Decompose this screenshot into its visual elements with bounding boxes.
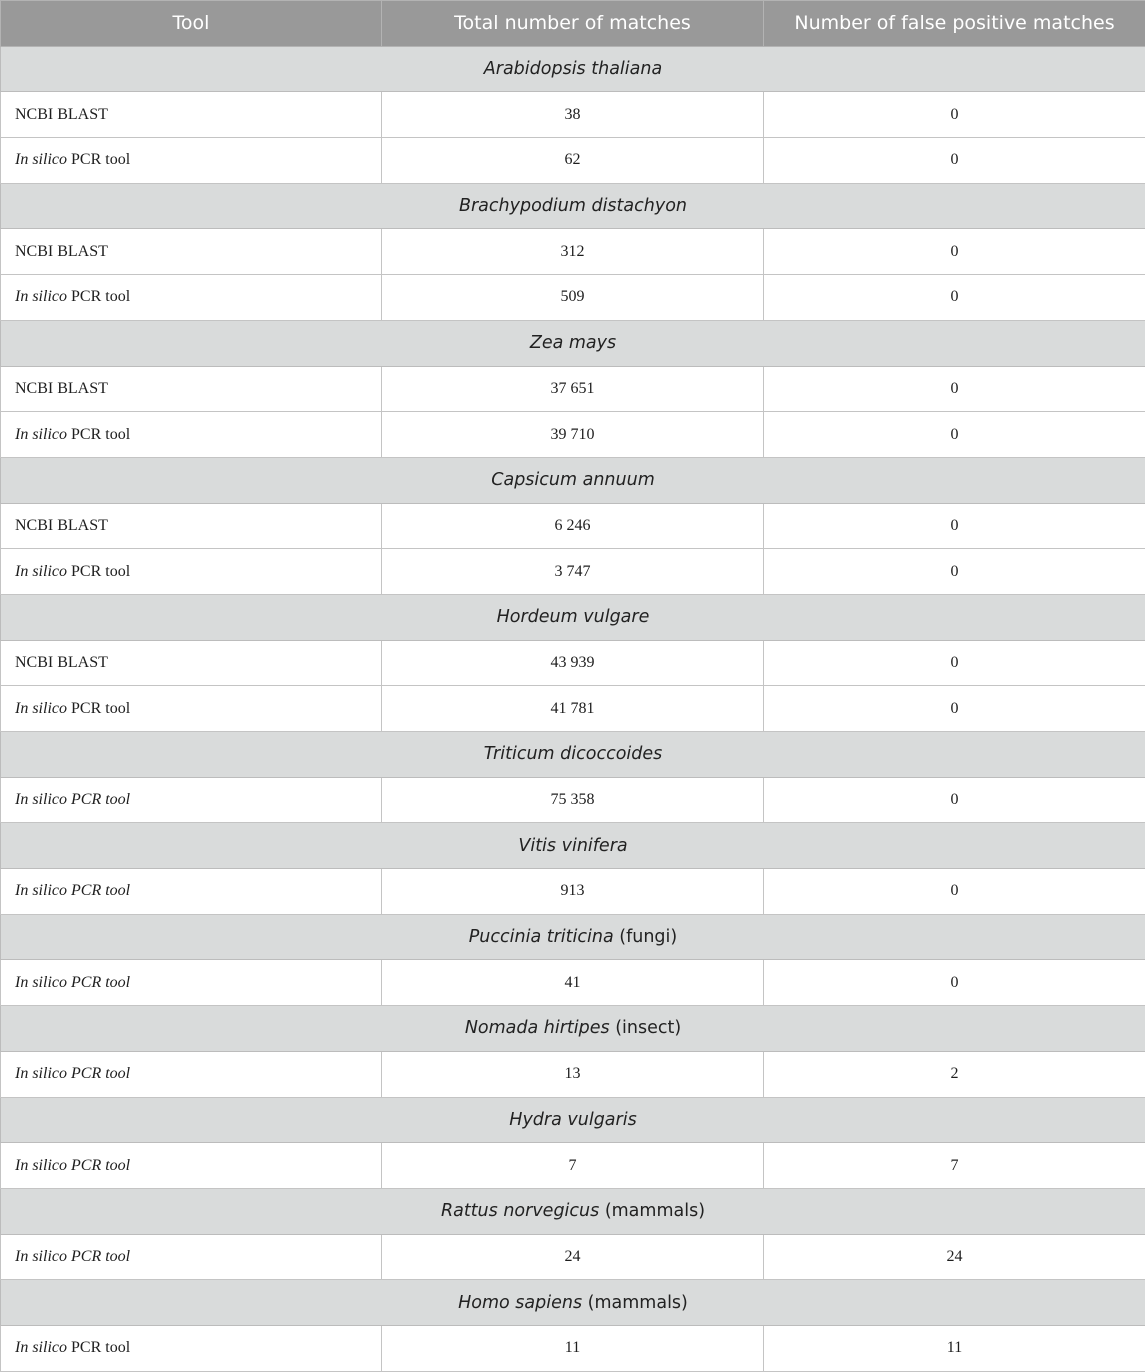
table-row — [1, 1325, 1145, 1371]
total-matches-cell: 37 651 — [382, 366, 764, 412]
species-name: Nomada hirtipes — [464, 1018, 610, 1039]
header-total-matches: Total number of matches — [382, 1, 764, 47]
false-positive-cell: 0 — [764, 503, 1145, 549]
species-cell — [1, 183, 1145, 229]
tool-name-italic: In silico PCR tool — [15, 1156, 131, 1174]
tool-cell — [1, 503, 382, 549]
tool-cell — [1, 366, 382, 412]
species-name: Puccinia triticina — [468, 927, 614, 948]
total-matches-cell: 913 — [382, 869, 764, 915]
table-row — [1, 686, 1145, 732]
species-cell — [1, 1006, 1145, 1052]
species-name: Capsicum annuum — [491, 470, 655, 491]
total-matches-cell: 41 — [382, 960, 764, 1006]
species-group-row — [1, 46, 1145, 92]
species-name: Zea mays — [529, 333, 617, 354]
table-row — [1, 138, 1145, 184]
total-matches-cell: 312 — [382, 229, 764, 275]
species-group-row — [1, 914, 1145, 960]
tool-name-italic: In silico — [15, 425, 67, 443]
table-row — [1, 1143, 1145, 1189]
species-group-row — [1, 320, 1145, 366]
table-row — [1, 503, 1145, 549]
false-positive-cell: 0 — [764, 275, 1145, 321]
total-matches-cell: 24 — [382, 1234, 764, 1280]
false-positive-cell: 0 — [764, 640, 1145, 686]
species-group-row — [1, 823, 1145, 869]
false-positive-cell: 7 — [764, 1143, 1145, 1189]
false-positive-cell: 0 — [764, 412, 1145, 458]
tool-cell — [1, 1051, 382, 1097]
tool-cell — [1, 640, 382, 686]
tool-name-italic: In silico — [15, 288, 67, 306]
table-row — [1, 92, 1145, 138]
header-row — [1, 1, 1145, 47]
tool-name: PCR tool — [67, 151, 131, 169]
false-positive-cell: 0 — [764, 869, 1145, 915]
species-cell — [1, 46, 1145, 92]
false-positive-cell: 0 — [764, 366, 1145, 412]
tool-cell — [1, 412, 382, 458]
total-matches-cell: 75 358 — [382, 777, 764, 823]
false-positive-cell: 0 — [764, 686, 1145, 732]
tool-cell — [1, 1143, 382, 1189]
species-cell — [1, 1280, 1145, 1326]
species-cell — [1, 1097, 1145, 1143]
total-matches-cell: 38 — [382, 92, 764, 138]
tool-cell — [1, 869, 382, 915]
tool-cell — [1, 229, 382, 275]
table-row — [1, 640, 1145, 686]
species-name: Arabidopsis thaliana — [483, 59, 663, 80]
species-cell — [1, 594, 1145, 640]
tool-name: PCR tool — [67, 1339, 131, 1357]
tool-cell — [1, 1325, 382, 1371]
species-name: Homo sapiens — [458, 1292, 583, 1313]
table-row — [1, 275, 1145, 321]
false-positive-cell: 24 — [764, 1234, 1145, 1280]
header-tool: Tool — [1, 1, 382, 47]
tool-name-italic: In silico PCR tool — [15, 1247, 131, 1265]
false-positive-cell: 11 — [764, 1325, 1145, 1371]
false-positive-cell: 2 — [764, 1051, 1145, 1097]
false-positive-cell: 0 — [764, 92, 1145, 138]
tool-name: NCBI BLAST — [15, 242, 108, 260]
tool-name: NCBI BLAST — [15, 653, 108, 671]
species-category: (fungi) — [613, 927, 678, 948]
tool-name: PCR tool — [67, 425, 131, 443]
total-matches-cell: 39 710 — [382, 412, 764, 458]
species-name: Triticum dicoccoides — [483, 744, 663, 765]
table-row — [1, 412, 1145, 458]
false-positive-cell: 0 — [764, 549, 1145, 595]
species-group-row — [1, 1006, 1145, 1052]
tool-cell — [1, 960, 382, 1006]
table-row — [1, 229, 1145, 275]
total-matches-cell: 62 — [382, 138, 764, 184]
tool-name: NCBI BLAST — [15, 516, 108, 534]
species-name: Vitis vinifera — [518, 835, 628, 856]
tool-cell — [1, 1234, 382, 1280]
total-matches-cell: 509 — [382, 275, 764, 321]
tool-cell — [1, 777, 382, 823]
total-matches-cell: 43 939 — [382, 640, 764, 686]
tool-name-italic: In silico — [15, 151, 67, 169]
false-positive-cell: 0 — [764, 138, 1145, 184]
tool-name-italic: In silico PCR tool — [15, 973, 131, 991]
table-row — [1, 1234, 1145, 1280]
tool-name-italic: In silico — [15, 562, 67, 580]
species-cell — [1, 823, 1145, 869]
header-false-positive-matches: Number of false positive matches — [764, 1, 1145, 47]
species-category: (mammals) — [599, 1201, 706, 1222]
tool-name: PCR tool — [67, 699, 131, 717]
table-row — [1, 777, 1145, 823]
tool-name: PCR tool — [67, 562, 131, 580]
tool-cell — [1, 549, 382, 595]
total-matches-cell: 3 747 — [382, 549, 764, 595]
total-matches-cell: 13 — [382, 1051, 764, 1097]
tool-cell — [1, 275, 382, 321]
false-positive-cell: 0 — [764, 777, 1145, 823]
false-positive-cell: 0 — [764, 960, 1145, 1006]
tool-name: PCR tool — [67, 288, 131, 306]
species-group-row — [1, 1280, 1145, 1326]
tool-cell — [1, 138, 382, 184]
species-name: Hordeum vulgare — [496, 607, 650, 628]
table-row — [1, 549, 1145, 595]
species-group-row — [1, 732, 1145, 778]
tool-cell — [1, 686, 382, 732]
species-group-row — [1, 1188, 1145, 1234]
species-category: (mammals) — [582, 1292, 688, 1313]
species-cell — [1, 1188, 1145, 1234]
table-row — [1, 869, 1145, 915]
tool-name-italic: In silico PCR tool — [15, 1065, 131, 1083]
false-positive-cell: 0 — [764, 229, 1145, 275]
tool-name-italic: In silico PCR tool — [15, 791, 131, 809]
total-matches-cell: 6 246 — [382, 503, 764, 549]
species-cell — [1, 732, 1145, 778]
species-cell — [1, 320, 1145, 366]
tool-name-italic: In silico — [15, 699, 67, 717]
table-row — [1, 960, 1145, 1006]
table-body — [1, 46, 1145, 1371]
species-category: (insect) — [609, 1018, 682, 1039]
species-cell — [1, 457, 1145, 503]
species-group-row — [1, 183, 1145, 229]
total-matches-cell: 41 781 — [382, 686, 764, 732]
species-name: Rattus norvegicus — [440, 1201, 600, 1222]
table-row — [1, 1051, 1145, 1097]
tool-name-italic: In silico — [15, 1339, 67, 1357]
species-name: Brachypodium distachyon — [458, 196, 688, 217]
species-group-row — [1, 594, 1145, 640]
tool-cell — [1, 92, 382, 138]
total-matches-cell: 11 — [382, 1325, 764, 1371]
total-matches-cell: 7 — [382, 1143, 764, 1189]
species-group-row — [1, 1097, 1145, 1143]
tool-name: NCBI BLAST — [15, 379, 108, 397]
tool-name: NCBI BLAST — [15, 105, 108, 123]
tool-name-italic: In silico PCR tool — [15, 882, 131, 900]
species-cell — [1, 914, 1145, 960]
species-name: Hydra vulgaris — [509, 1109, 637, 1130]
table-row — [1, 366, 1145, 412]
species-group-row — [1, 457, 1145, 503]
